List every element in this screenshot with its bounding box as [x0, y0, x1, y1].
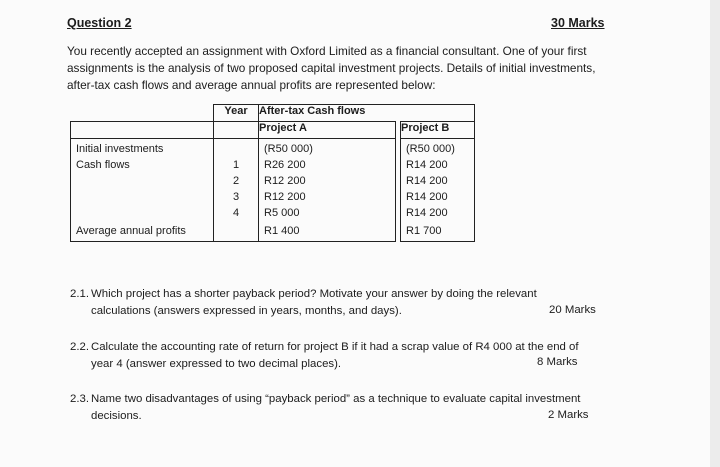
label-cash-flows: Cash flows — [76, 159, 130, 171]
project-a-year-2: R12 200 — [264, 175, 306, 187]
project-b-year-4: R14 200 — [406, 207, 448, 219]
question-2-2 — [70, 339, 92, 356]
project-b-column — [401, 139, 475, 242]
question-line: Which project has a shorter payback period? Motivate your answer by doing the relevant — [91, 288, 537, 300]
years-column — [214, 139, 259, 242]
question-2-3 — [70, 391, 92, 408]
year-2: 2 — [232, 175, 240, 187]
question-line: decisions. — [91, 410, 142, 422]
project-b-avg-profit: R1 700 — [406, 225, 442, 237]
question-2-1-marks: 20 Marks — [549, 304, 596, 316]
project-a-year-4: R5 000 — [264, 207, 300, 219]
table-corner — [71, 105, 214, 122]
question-number: 2.1. — [70, 288, 89, 300]
project-a-year-1: R26 200 — [264, 159, 306, 171]
year-1: 1 — [232, 159, 240, 171]
project-a-year-3: R12 200 — [264, 191, 306, 203]
question-line: Calculate the accounting rate of return for project B if it had a scrap value of R4 000 at the end of — [91, 341, 579, 353]
project-a-header: Project A — [259, 122, 396, 139]
cash-flow-table — [70, 104, 475, 242]
intro-line: assignments is the analysis of two proposed capital investment projects. Details of initial investments, — [67, 61, 596, 75]
label-average-annual-profits: Average annual profits — [76, 225, 186, 237]
project-b-header: Project B — [401, 122, 475, 139]
label-header-cell — [71, 122, 214, 139]
question-number: 2.2. — [70, 341, 89, 353]
question-2-1-text — [91, 286, 621, 320]
year-3: 3 — [232, 191, 240, 203]
question-2-2-marks: 8 Marks — [537, 356, 578, 368]
intro-line: You recently accepted an assignment with Oxford Limited as a financial consultant. One of your first — [67, 44, 587, 58]
project-a-initial: (R50 000) — [264, 143, 313, 155]
question-line: Name two disadvantages of using “payback period” as a technique to evaluate capital investment — [91, 393, 581, 405]
year-header: Year — [214, 105, 259, 122]
project-a-column — [259, 139, 396, 242]
question-total-marks: 30 Marks — [551, 16, 605, 30]
project-b-year-2: R14 200 — [406, 175, 448, 187]
question-2-1 — [70, 286, 92, 303]
project-b-initial: (R50 000) — [406, 143, 455, 155]
project-b-year-3: R14 200 — [406, 191, 448, 203]
page-edge-shadow — [710, 0, 720, 467]
project-b-year-1: R14 200 — [406, 159, 448, 171]
question-line: calculations (answers expressed in years, months, and days). — [91, 305, 402, 317]
project-a-avg-profit: R1 400 — [264, 225, 300, 237]
question-2-3-marks: 2 Marks — [548, 409, 589, 421]
question-2-3-text — [91, 391, 621, 425]
question-number: 2.3. — [70, 393, 89, 405]
question-title: Question 2 — [67, 16, 132, 30]
intro-paragraph — [67, 43, 627, 94]
label-initial-investments: Initial investments — [76, 143, 164, 155]
question-line: year 4 (answer expressed to two decimal places). — [91, 358, 342, 370]
intro-line: after-tax cash flows and average annual profits are represented below: — [67, 78, 436, 92]
labels-column — [71, 139, 214, 242]
year-4: 4 — [232, 207, 240, 219]
year-header-cell — [214, 122, 259, 139]
cash-flows-group-header: After-tax Cash flows — [259, 105, 475, 122]
